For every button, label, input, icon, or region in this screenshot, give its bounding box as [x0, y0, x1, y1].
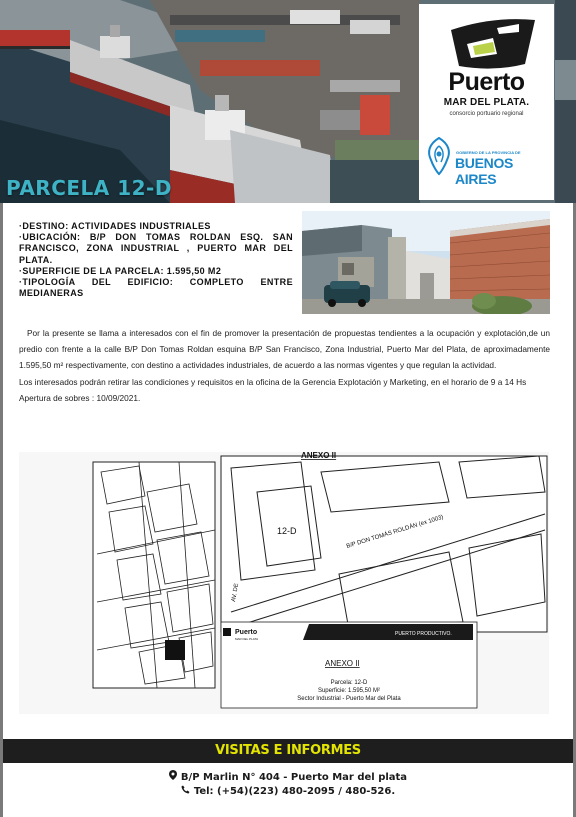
page-title: PARCELA 12-D — [6, 176, 172, 200]
card-logo-icon — [223, 628, 231, 636]
visits-title: VISITAS E INFORMES — [215, 743, 361, 758]
gov-caption: GOBIERNO DE LA PROVINCIA DE — [456, 150, 521, 155]
spec-ubicacion: ·UBICACIÓN: B/P DON TOMAS ROLDAN ESQ. SAN FRANCISCO, ZONA INDUSTRIAL , PUERTO MAR DEL PLATA. — [19, 232, 293, 265]
visits-banner — [3, 739, 573, 763]
announcement-paragraph: Por la presente se llama a interesados con el fin de promover la presentación de propuestas tendientes a la ocupación y explotación,de un predio con frente a la calle B/P Don Tomas Roldan esquina B/P San Francisco, Zona Industrial, Puerto Mar del Plata, de aproximadamente 1.595,50 m² respectivamente, con destino a actividades industriales, de acuerdo a las normas vigentes y que regulan la actividad. — [19, 328, 550, 371]
ship-logo-icon — [433, 8, 541, 72]
parcel-label: 12-D — [277, 526, 297, 536]
location-pin-icon — [169, 770, 177, 783]
logo-name: Puerto — [448, 68, 525, 96]
opening-date: Apertura de sobres : 10/09/2021. — [19, 392, 141, 403]
site-building-photo — [302, 211, 550, 314]
gov-name: BUENOS AIRES — [455, 155, 514, 187]
parcel-specs — [19, 221, 293, 299]
card-band-label: PUERTO PRODUCTIVO. — [395, 631, 452, 637]
street-label: B/P DON TOMÁS ROLDÁN (ex 1003) — [345, 514, 445, 550]
spec-superficie: ·SUPERFICIE DE LA PARCELA: 1.595,50 M2 — [19, 265, 222, 276]
card-parcel: Parcela: 12-D — [330, 680, 368, 686]
card-title: ANEXO II — [325, 659, 360, 668]
spec-destino: ·DESTINO: ACTIVIDADES INDUSTRIALES — [19, 221, 211, 231]
contact-address — [0, 770, 576, 783]
province-emblem-icon — [425, 136, 453, 176]
requirements-paragraph: Los interesados podrán retirar las condiciones y requisitos en la oficina de la Gerencia Explotación y Marketing, en el horario de 9 a 14 Hs — [19, 376, 527, 387]
card-sector: Sector Industrial - Puerto Mar del Plata — [297, 696, 401, 702]
parcel-map-panel — [19, 452, 549, 714]
card-logo-subtitle: MAR DEL PLATA — [235, 637, 259, 641]
announcement-text — [19, 325, 550, 406]
address-text: B/P Marlin N° 404 - Puerto Mar del plata — [180, 772, 408, 783]
logo-tagline: consorcio portuario regional — [449, 111, 524, 117]
spec-tipologia: ·TIPOLOGÍA DEL EDIFICIO: COMPLETO ENTRE MEDIANERAS — [19, 277, 293, 299]
side-street-label: AV. DE — [231, 582, 241, 603]
contact-phone — [0, 785, 576, 797]
card-surface: Superficie: 1.595,50 M² — [317, 688, 381, 694]
logo-subtitle: MAR DEL PLATA. — [443, 97, 530, 108]
map-top-title: ANEXO II — [301, 452, 337, 460]
phone-icon — [181, 785, 190, 797]
card-logo-name: Puerto — [235, 629, 258, 636]
puerto-logo-panel — [419, 4, 554, 200]
phone-text: Tel: (+54)(223) 480-2095 / 480-526. — [193, 786, 396, 797]
cadastral-map — [19, 452, 549, 714]
